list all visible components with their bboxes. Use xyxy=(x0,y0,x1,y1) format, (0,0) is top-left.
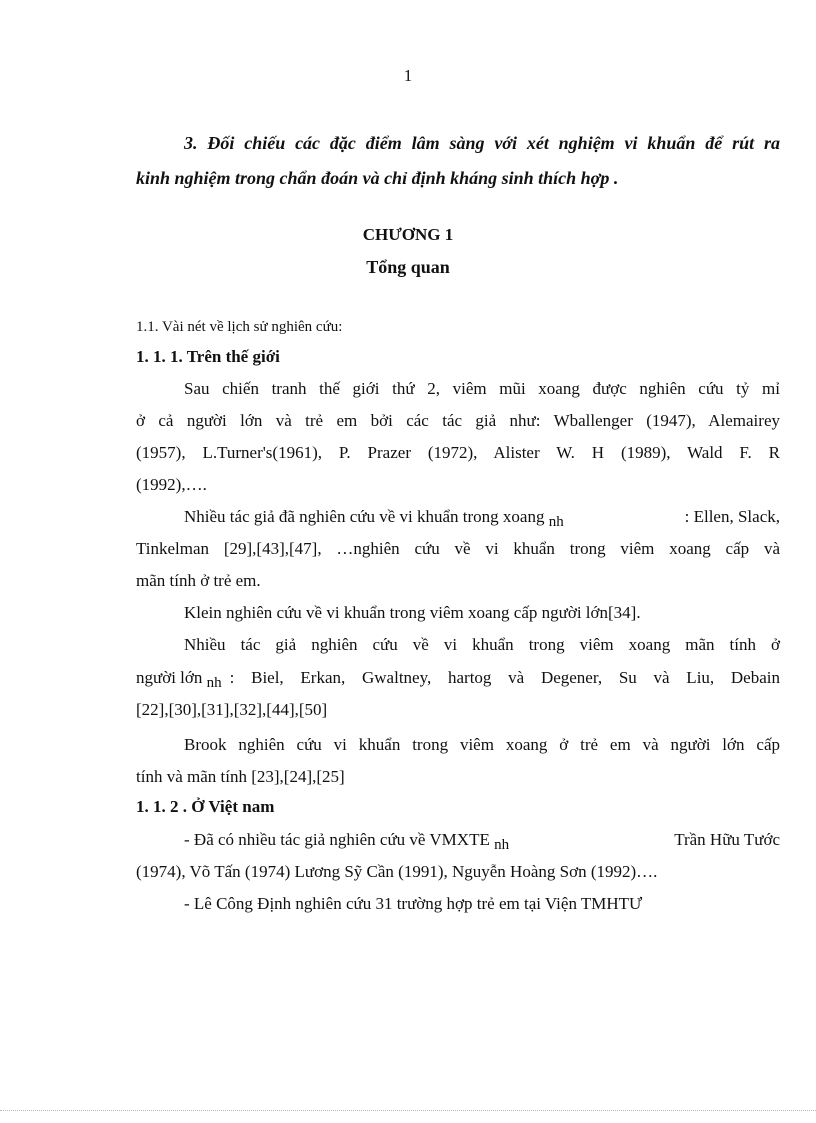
paragraph-line: (1957), L.Turner's(1961), P. Prazer (1972), Alister W. H (1989), Wald F. R xyxy=(136,443,780,462)
section-heading: 1. 1. 1. Trên thế giới xyxy=(136,347,280,366)
paragraph-line: Klein nghiên cứu về vi khuẩn trong viêm xoang cấp người lớn[34]. xyxy=(184,603,641,622)
paragraph-line: [22],[30],[31],[32],[44],[50] xyxy=(136,700,328,719)
page-bottom-divider xyxy=(0,1110,816,1111)
text: Nhiều tác giả đã nghiên cứu về vi khuẩn trong xoang xyxy=(184,507,545,526)
page-number: 1 xyxy=(403,66,413,85)
paragraph-line: ở cả người lớn và trẻ em bởi các tác giả như: Wballenger (1947), Alemairey xyxy=(136,411,780,430)
abbrev: nh xyxy=(494,837,510,853)
abbrev: nh xyxy=(206,675,222,691)
abbrev: nh xyxy=(548,514,564,530)
paragraph-line xyxy=(184,830,780,851)
paragraph-line: tính và mãn tính [23],[24],[25] xyxy=(136,767,345,786)
paragraph-line: - Lê Công Định nghiên cứu 31 trường hợp trẻ em tại Viện TMHTƯ xyxy=(184,894,643,913)
paragraph-line: Tinkelman [29],[43],[47], …nghiên cứu về vi khuẩn trong viêm xoang cấp và xyxy=(136,539,780,558)
paragraph-line: Brook nghiên cứu vi khuẩn trong viêm xoang ở trẻ em và người lớn cấp xyxy=(184,735,780,754)
paragraph-line: Nhiều tác giả nghiên cứu về vi khuẩn trong viêm xoang mãn tính ở xyxy=(184,635,780,654)
objective-line: kinh nghiệm trong chẩn đoán và chỉ định kháng sinh thích hợp . xyxy=(136,168,619,188)
paragraph-line: Sau chiến tranh thế giới thứ 2, viêm mũi xoang được nghiên cứu tỷ mỉ xyxy=(184,379,780,398)
paragraph-line: (1992),…. xyxy=(136,475,207,494)
text: người lớn xyxy=(136,668,203,687)
objective-line: 3. Đối chiếu các đặc điểm lâm sàng với xét nghiệm vi khuẩn để rút ra xyxy=(184,133,780,153)
paragraph-line xyxy=(136,668,780,689)
section-heading: 1. 1. 2 . Ở Việt nam xyxy=(136,797,275,816)
text: : Ellen, Slack, xyxy=(684,507,780,526)
text: : Biel, Erkan, Gwaltney, hartog và Degener, Su và Liu, Debain xyxy=(229,668,780,687)
chapter-title: Tổng quan xyxy=(366,257,450,277)
paragraph-line: mãn tính ở trẻ em. xyxy=(136,571,261,590)
chapter-label: CHƯƠNG 1 xyxy=(362,225,454,244)
text: - Đã có nhiều tác giả nghiên cứu về VMXTE xyxy=(184,830,490,849)
section-heading: 1.1. Vài nét về lịch sử nghiên cứu: xyxy=(136,319,343,335)
paragraph-line xyxy=(184,507,780,528)
text: Trần Hữu Tước xyxy=(674,830,780,849)
paragraph-line: (1974), Võ Tấn (1974) Lương Sỹ Cần (1991), Nguyễn Hoàng Sơn (1992)…. xyxy=(136,862,658,881)
